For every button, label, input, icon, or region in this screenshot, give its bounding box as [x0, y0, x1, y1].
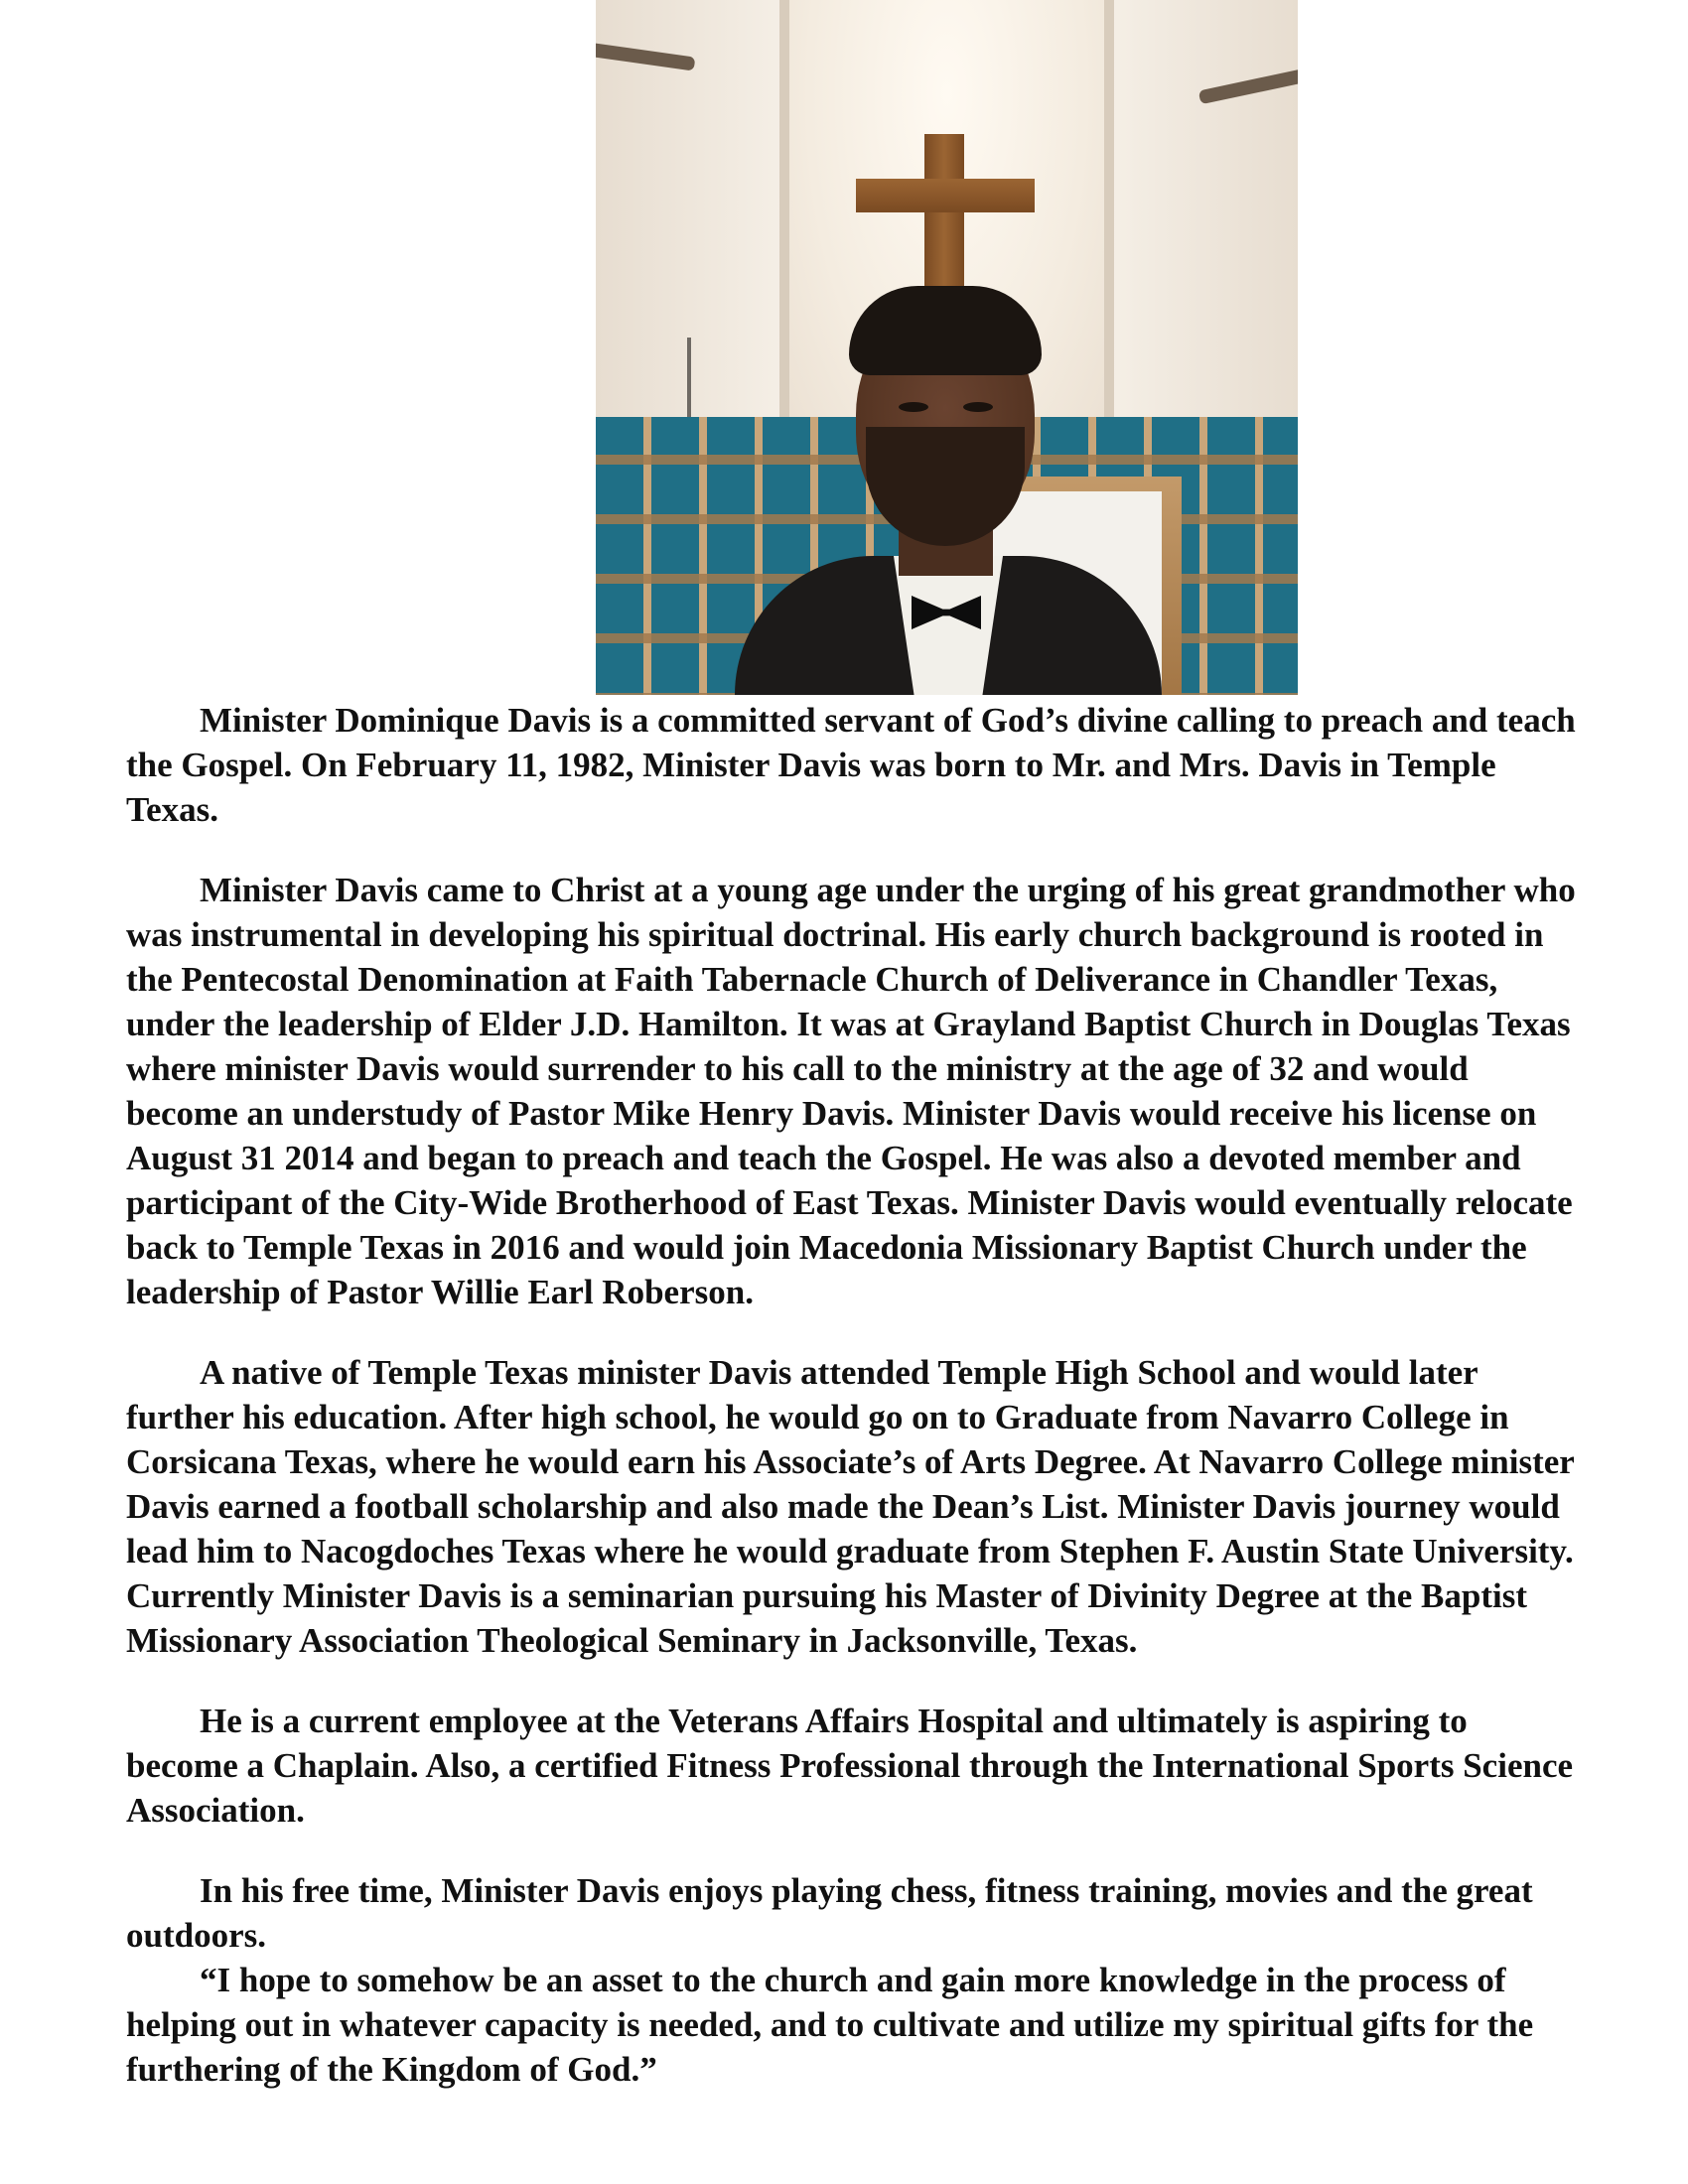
portrait-photo — [596, 0, 1298, 695]
person-hair — [849, 286, 1042, 375]
bio-paragraph-quote: “I hope to somehow be an asset to the church and gain more knowledge in the process of helping out in whatever capacity is needed, and to cultivate and utilize my spiritual gifts for the furthering of the Kingdom of God.” — [126, 1961, 1534, 2089]
wall-beam-right — [1104, 0, 1114, 477]
cross-beam — [856, 179, 1035, 212]
bio-paragraph-hobbies: In his free time, Minister Davis enjoys playing chess, fitness training, movies and the great outdoors. — [126, 1871, 1533, 1955]
bio-paragraph-intro: Minister Dominique Davis is a committed servant of God’s divine calling to preach and teach the Gospel. On February 11, 1982, Minister Davis was born to Mr. and Mrs. Davis in Temple Texas. — [126, 701, 1576, 829]
bio-paragraph-education: A native of Temple Texas minister Davis attended Temple High School and would later further his education. After high school, he would go on to Graduate from Navarro College in Corsicana Texas, where he would earn his Associate’s of Arts Degree. At Navarro College minister Davis earned a football scholarship and also made the Dean’s List. Minister Davis journey would lead him to Nacogdoches Texas where he would graduate from Stephen F. Austin State University. Currently Minister Davis is a seminarian pursuing his Master of Divinity Degree at the Baptist Missionary Association Theological Seminary in Jacksonville, Texas. — [126, 1353, 1575, 1660]
biography-text — [126, 698, 1576, 2092]
person-eye-right — [963, 402, 993, 412]
person-eye-left — [899, 402, 928, 412]
wall-beam-left — [779, 0, 789, 477]
bio-paragraph-faith: Minister Davis came to Christ at a young age under the urging of his great grandmother who was instrumental in developing his spiritual doctrinal. His early church background is rooted in the Pentecostal Denomination at Faith Tabernacle Church of Deliverance in Chandler Texas, under the leadership of Elder J.D. Hamilton. It was at Grayland Baptist Church in Douglas Texas where minister Davis would surrender to his call to the ministry at the age of 32 and would become an understudy of Pastor Mike Henry Davis. Minister Davis would receive his license on August 31 2014 and began to preach and teach the Gospel. He was also a devoted member and participant of the City-Wide Brotherhood of East Texas. Minister Davis would eventually relocate back to Temple Texas in 2016 and would join Macedonia Missionary Baptist Church under the leadership of Pastor Willie Earl Roberson. — [126, 871, 1576, 1311]
church-wall-right — [1109, 0, 1298, 467]
bio-paragraph-career: He is a current employee at the Veterans Affairs Hospital and ultimately is aspiring to become a Chaplain. Also, a certified Fitness Professional through the International Sports Science Association. — [126, 1702, 1574, 1830]
